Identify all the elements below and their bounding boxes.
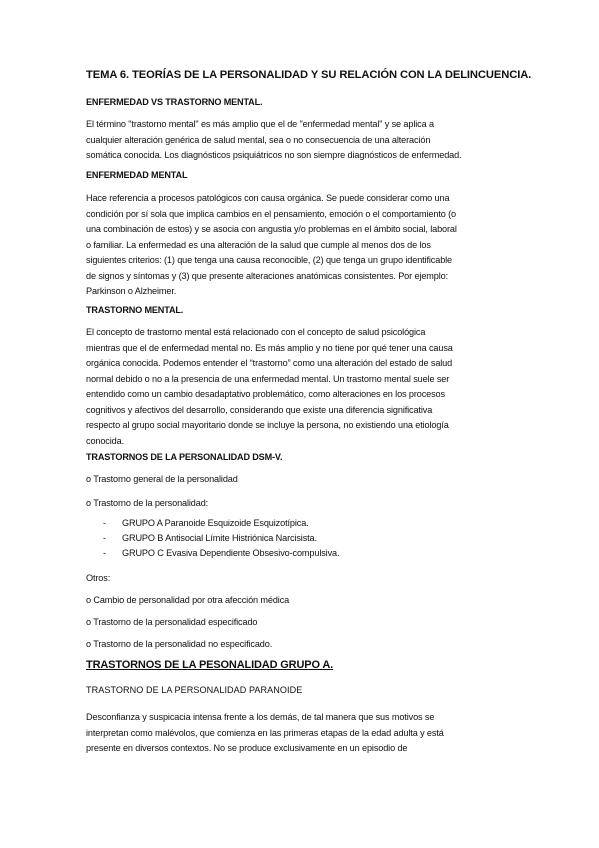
section-heading-enfermedad-mental: ENFERMEDAD MENTAL xyxy=(86,170,188,180)
paragraph-paranoide xyxy=(86,710,526,757)
paragraph-line: Parkinson o Alzheimer. xyxy=(86,286,177,296)
list-item: o Trastorno de la personalidad especificado xyxy=(86,617,258,627)
paragraph-line: Desconfianza y suspicacia intensa frente a los demás, de tal manera que sus motivos se xyxy=(86,712,435,722)
subheading-paranoide: TRASTORNO DE LA PERSONALIDAD PARANOIDE xyxy=(86,685,303,695)
paragraph-enfermedad-vs-trastorno xyxy=(86,117,526,164)
list-item: o Cambio de personalidad por otra afección médica xyxy=(86,595,290,605)
list-item: o Trastorno de la personalidad: xyxy=(86,498,209,508)
dash-bullet: - xyxy=(103,548,106,558)
paragraph-line: conocida. xyxy=(86,435,124,446)
section-heading-grupo-a: TRASTORNOS DE LA PESONALIDAD GRUPO A. xyxy=(86,659,334,671)
paragraph-enfermedad-mental xyxy=(86,191,526,300)
group-list-item-a xyxy=(103,518,309,528)
document-title: TEMA 6. TEORÍAS DE LA PERSONALIDAD Y SU RELACIÓN CON LA DELINCUENCIA. xyxy=(86,69,532,81)
section-heading-enfermedad-vs-trastorno: ENFERMEDAD VS TRASTORNO MENTAL. xyxy=(86,97,263,107)
dash-bullet: - xyxy=(103,533,106,543)
paragraph-line: El concepto de trastorno mental está relacionado con el concepto de salud psicológica xyxy=(86,327,426,337)
paragraph-line: o familiar. La enfermedad es una alteración de la salud que cumple al menos dos de los xyxy=(86,239,431,250)
paragraph-line: respecto al grupo social mayoritario donde se incluye la persona, no existiendo una etiología xyxy=(86,420,449,430)
group-text: GRUPO A Paranoide Esquizoide Esquizotípica. xyxy=(122,518,309,528)
paragraph-line: Hace referencia a procesos patológicos con causa orgánica. Se puede considerar como una xyxy=(86,193,450,203)
group-list-item-b xyxy=(103,533,317,543)
paragraph-line: de signos y síntomas y (3) que presente alteraciones anatómicas consistentes. Por ejemplo: xyxy=(86,270,448,281)
paragraph-line: entendido como un cambio desadaptativo problemático, como alteraciones en los procesos xyxy=(86,389,445,399)
otros-label: Otros: xyxy=(86,573,111,583)
paragraph-line: orgánica conocida. Podemos entender el “trastorno” como una alteración del estado de salud xyxy=(86,358,453,368)
paragraph-line: siguientes criterios: (1) que tenga una causa reconocible, (2) que tenga un grupo identificable xyxy=(86,255,453,265)
paragraph-line: normal debido o no a la presencia de una enfermedad mental. Un trastorno mental suele ser xyxy=(86,373,450,384)
dash-bullet: - xyxy=(103,518,106,528)
paragraph-trastorno-mental xyxy=(86,325,526,449)
list-item: o Trastorno de la personalidad no especificado. xyxy=(86,639,273,649)
list-item: o Trastorno general de la personalidad xyxy=(86,474,238,484)
paragraph-line: El término "trastorno mental" es más amplio que el de "enfermedad mental" y se aplica a xyxy=(86,119,434,129)
paragraph-line: cognitivos y afectivos del desarrollo, considerando que existe una diferencia significativa xyxy=(86,404,433,415)
group-text: GRUPO B Antisocial Límite Histriónica Narcisista. xyxy=(122,533,317,543)
section-heading-dsm-v: TRASTORNOS DE LA PERSONALIDAD DSM-V. xyxy=(86,452,283,462)
paragraph-line: condición por sí sola que implica cambios en el pensamiento, emoción o el comportamiento (o xyxy=(86,208,456,219)
paragraph-line: somática conocida. Los diagnósticos psiquiátricos no son siempre diagnósticos de enfermedad. xyxy=(86,150,462,160)
paragraph-line: una combinación de estos) y se asocia con angustia y/o problemas en el ámbito social, laboral xyxy=(86,224,457,234)
paragraph-line: interpretan como malévolos, que comienza en las primeras etapas de la edad adulta y está xyxy=(86,727,444,738)
paragraph-line: cualquier alteración genérica de salud mental, sea o no consecuencia de una alteración xyxy=(86,134,431,145)
section-heading-trastorno-mental: TRASTORNO MENTAL. xyxy=(86,305,184,315)
paragraph-line: mientras que el de enfermedad mental no. Es más amplio y no tiene por qué tener una causa xyxy=(86,342,453,353)
group-list-item-c xyxy=(103,548,339,558)
group-text: GRUPO C Evasiva Dependiente Obsesivo-compulsiva. xyxy=(122,548,340,558)
paragraph-line: presente en diversos contextos. No se produce exclusivamente en un episodio de xyxy=(86,743,408,753)
